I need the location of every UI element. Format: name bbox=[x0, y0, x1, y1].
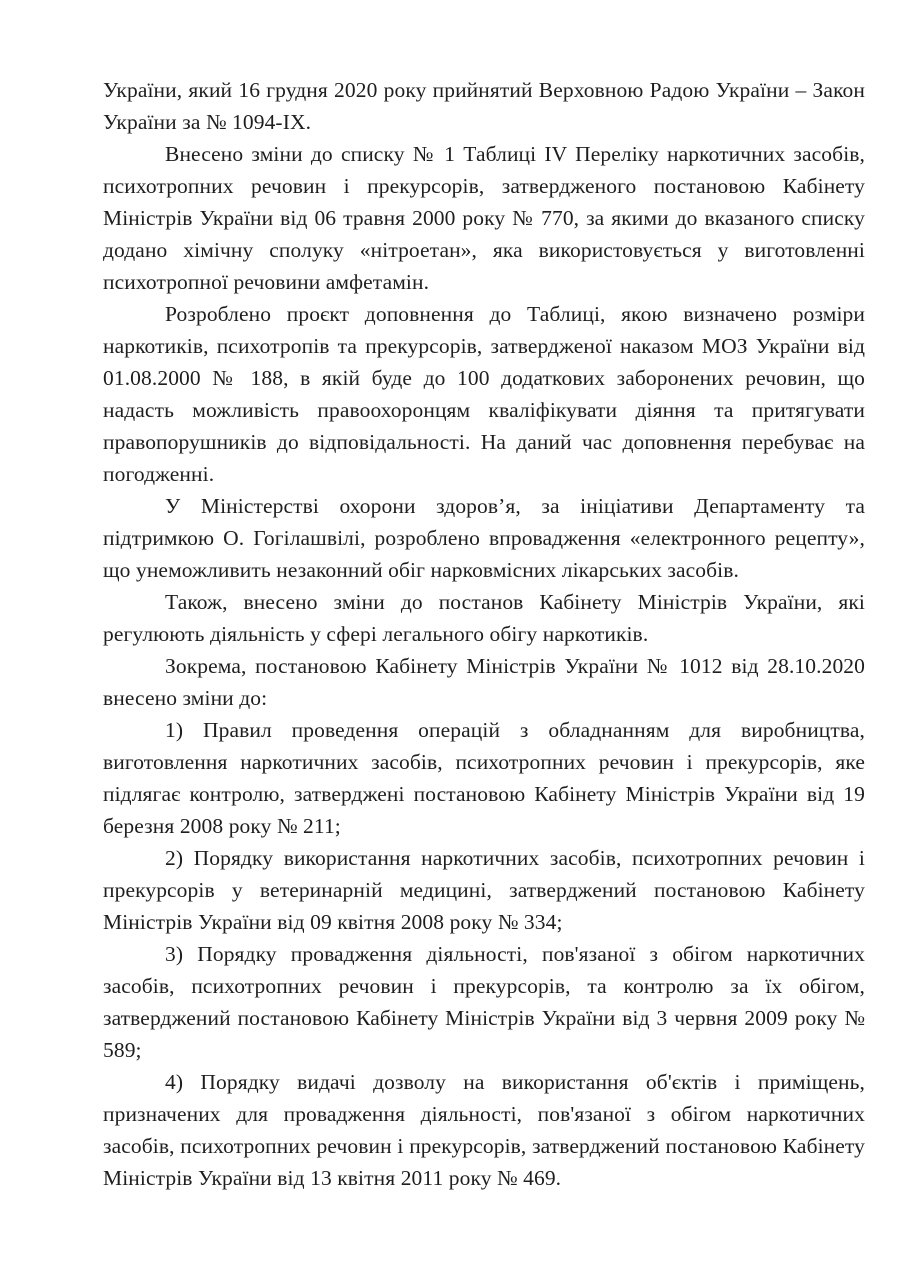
list-item-1: 1) Правил проведення операцій з обладнанням для виробництва, виготовлення наркотичних засобів, психотропних речовин і прекурсорів, яке підлягає контролю, затверджені постановою Кабінету Міністрів України від 19 березня 2008 року № 211; bbox=[103, 718, 865, 838]
document-text-block bbox=[103, 74, 865, 1194]
paragraph-table-iv-changes: Внесено зміни до списку № 1 Таблиці IV Переліку наркотичних засобів, психотропних речовин і прекурсорів, затвердженого постановою Кабінету Міністрів України від 06 травня 2000 року № 770, за якими до вказаного списку додано хімічну сполуку «нітроетан», яка використовується у виготовленні психотропної речовини амфетамін. bbox=[103, 142, 865, 294]
paragraph-draft-supplement: Розроблено проєкт доповнення до Таблиці, якою визначено розміри наркотиків, психотропів та прекурсорів, затвердженої наказом МОЗ України від 01.08.2000 № 188, в якій буде до 100 додаткових заборонених речовин, що надасть можливість правоохоронцям кваліфікувати діяння та притягувати правопорушників до відповідальності. На даний час доповнення перебуває на погодженні. bbox=[103, 302, 865, 486]
paragraph-cabinet-resolutions: Також, внесено зміни до постанов Кабінету Міністрів України, які регулюють діяльність у сфері легального обігу наркотиків. bbox=[103, 590, 865, 646]
paragraph-law-adoption-continuation: України, який 16 грудня 2020 року прийнятий Верховною Радою України – Закон України за № 1094-IX. bbox=[103, 78, 865, 134]
paragraph-e-prescription: У Міністерстві охорони здоров’я, за ініціативи Департаменту та підтримкою О. Гогілашвілі, розроблено впровадження «електронного рецепту», що унеможливить незаконний обіг нарковмісних лікарських засобів. bbox=[103, 494, 865, 582]
list-item-2: 2) Порядку використання наркотичних засобів, психотропних речовин і прекурсорів у ветеринарній медицині, затверджений постановою Кабінету Міністрів України від 09 квітня 2008 року № 334; bbox=[103, 846, 865, 934]
paragraph-resolution-1012: Зокрема, постановою Кабінету Міністрів України № 1012 від 28.10.2020 внесено зміни до: bbox=[103, 654, 865, 710]
list-item-4: 4) Порядку видачі дозволу на використання об'єктів і приміщень, призначених для провадження діяльності, пов'язаної з обігом наркотичних засобів, психотропних речовин і прекурсорів, затверджений постановою Кабінету Міністрів України від 13 квітня 2011 року № 469. bbox=[103, 1070, 865, 1190]
list-item-3: 3) Порядку провадження діяльності, пов'язаної з обігом наркотичних засобів, психотропних речовин і прекурсорів, та контролю за їх обігом, затверджений постановою Кабінету Міністрів України від 3 червня 2009 року № 589; bbox=[103, 942, 865, 1062]
